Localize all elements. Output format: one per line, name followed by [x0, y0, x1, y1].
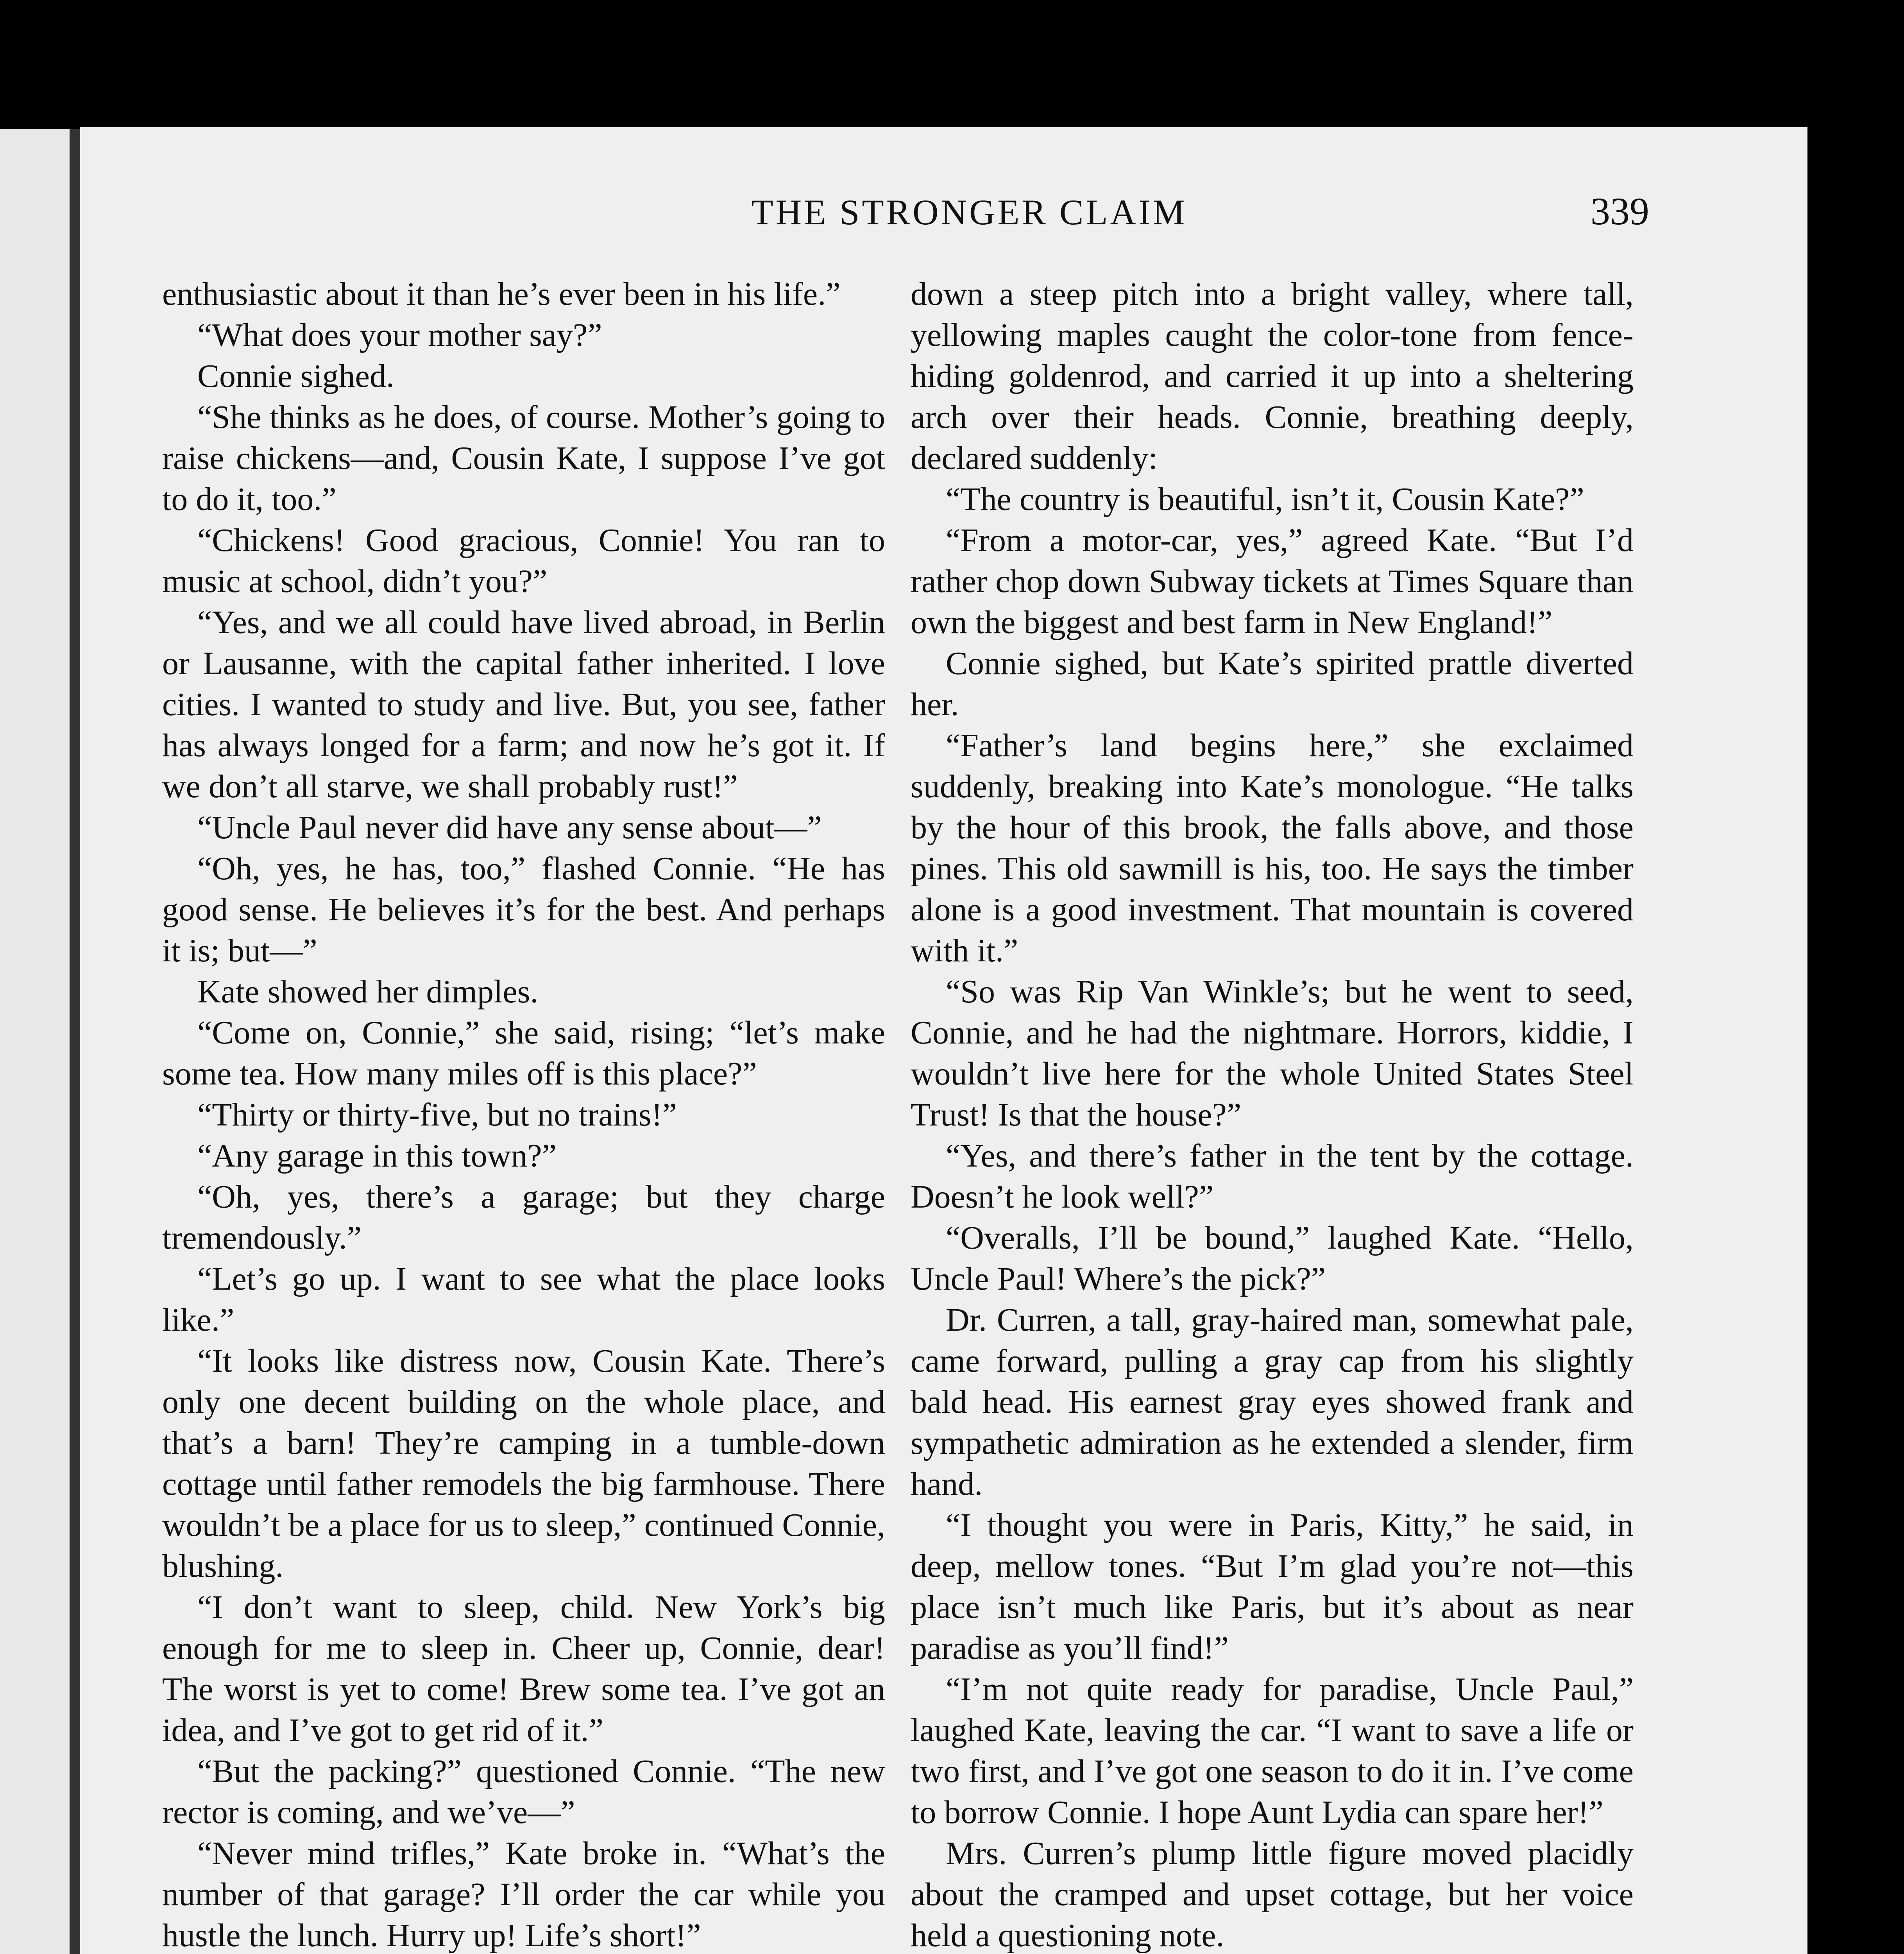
right-text-column: [911, 274, 1634, 1954]
paragraph: “So was Rip Van Winkle’s; but he went to seed, Connie, and he had the nightmare. Horrors, kiddie, I wouldn’t live here for the whole United States Steel Trust! Is that the house?”: [911, 973, 1634, 1133]
paragraph: “Oh, yes, there’s a garage; but they charge tremendously.”: [162, 1179, 885, 1256]
paragraph: “Yes, and there’s father in the tent by the cottage. Doesn’t he look well?”: [911, 1138, 1634, 1215]
paragraph: “It looks like distress now, Cousin Kate. There’s only one decent building on the whole place, and that’s a barn! They’re camping in a tumble-down cottage until father remodels the big farmhouse. There wouldn’t be a place for us to sleep,” continued Connie, blushing.: [162, 1343, 885, 1584]
facing-page-edge: [0, 129, 74, 1954]
paragraph: Mrs. Curren’s plump little figure moved placidly about the cramped and upset cottage, but her voice held a questioning note.: [911, 1835, 1634, 1954]
paragraph: “Oh, yes, he has, too,” flashed Connie. “He has good sense. He believes it’s for the best. And perhaps it is; but—”: [162, 850, 885, 969]
paragraph: “Chickens! Good gracious, Connie! You ran to music at school, didn’t you?”: [162, 522, 885, 599]
paragraph: Dr. Curren, a tall, gray-haired man, somewhat pale, came forward, pulling a gray cap from his slightly bald head. His earnest gray eyes showed frank and sympathetic admiration as he extended a slender, firm hand.: [911, 1302, 1634, 1502]
left-text-column: [162, 274, 885, 1954]
paragraph: “Uncle Paul never did have any sense about—”: [197, 809, 822, 846]
paragraph: down a steep pitch into a bright valley, where tall, yellowing maples caught the color-tone from fence-hiding goldenrod, and carried it up into a sheltering arch over their heads. Connie, breathing deeply, declared suddenly:: [911, 276, 1634, 476]
paragraph: Kate showed her dimples.: [197, 973, 539, 1010]
paragraph: “Yes, and we all could have lived abroad, in Berlin or Lausanne, with the capital father inherited. I love cities. I wanted to study and live. But, you see, father has always longed for a farm; and now he’s got it. If we don’t all starve, we shall probably rust!”: [162, 604, 885, 805]
paragraph: “Let’s go up. I want to see what the place looks like.”: [162, 1261, 885, 1338]
paragraph: “But the packing?” questioned Connie. “The new rector is coming, and we’ve—”: [162, 1753, 885, 1831]
paragraph: “I thought you were in Paris, Kitty,” he said, in deep, mellow tones. “But I’m glad you’re not—this place isn’t much like Paris, but it’s about as near paradise as you’ll find!”: [911, 1507, 1634, 1666]
paragraph: “Overalls, I’ll be bound,” laughed Kate. “Hello, Uncle Paul! Where’s the pick?”: [911, 1220, 1634, 1297]
paragraph: “Father’s land begins here,” she exclaimed suddenly, breaking into Kate’s monologue. “He talks by the hour of this brook, the falls above, and those pines. This old sawmill is his, too. He says the timber alone is a good investment. That mountain is covered with it.”: [911, 727, 1634, 969]
paragraph: enthusiastic about it than he’s ever been in his life.”: [162, 276, 841, 312]
page-number: 339: [1591, 190, 1649, 233]
book-gutter: [70, 129, 81, 1954]
paragraph: “I don’t want to sleep, child. New York’s big enough for me to sleep in. Cheer up, Connie, dear! The worst is yet to come! Brew some tea. I’ve got an idea, and I’ve got to get rid of it.”: [162, 1589, 885, 1748]
paragraph: “The country is beautiful, isn’t it, Cousin Kate?”: [946, 481, 1584, 517]
running-head-title: THE STRONGER CLAIM: [751, 192, 1187, 232]
paragraph: “Thirty or thirty-five, but no trains!”: [197, 1097, 677, 1133]
paragraph: Connie sighed.: [197, 358, 394, 394]
paragraph: “I’m not quite ready for paradise, Uncle Paul,” laughed Kate, leaving the car. “I want to save a life or two first, and I’ve got one season to do it in. I’ve come to borrow Connie. I hope Aunt Lydia can spare her!”: [911, 1671, 1634, 1831]
paragraph: “She thinks as he does, of course. Mother’s going to raise chickens—and, Cousin Kate, I suppose I’ve got to do it, too.”: [162, 399, 885, 517]
paragraph: “What does your mother say?”: [197, 317, 602, 353]
paragraph: “Come on, Connie,” she said, rising; “let’s make some tea. How many miles off is this place?”: [162, 1015, 885, 1092]
paragraph: “Any garage in this town?”: [197, 1138, 557, 1174]
paragraph: Connie sighed, but Kate’s spirited prattle diverted her.: [911, 645, 1634, 723]
paragraph: “From a motor-car, yes,” agreed Kate. “But I’d rather chop down Subway tickets at Times Square than own the biggest and best farm in New England!”: [911, 522, 1634, 641]
paragraph: “Never mind trifles,” Kate broke in. “What’s the number of that garage? I’ll order the car while you hustle the lunch. Hurry up! Life’s short!”: [162, 1835, 885, 1954]
